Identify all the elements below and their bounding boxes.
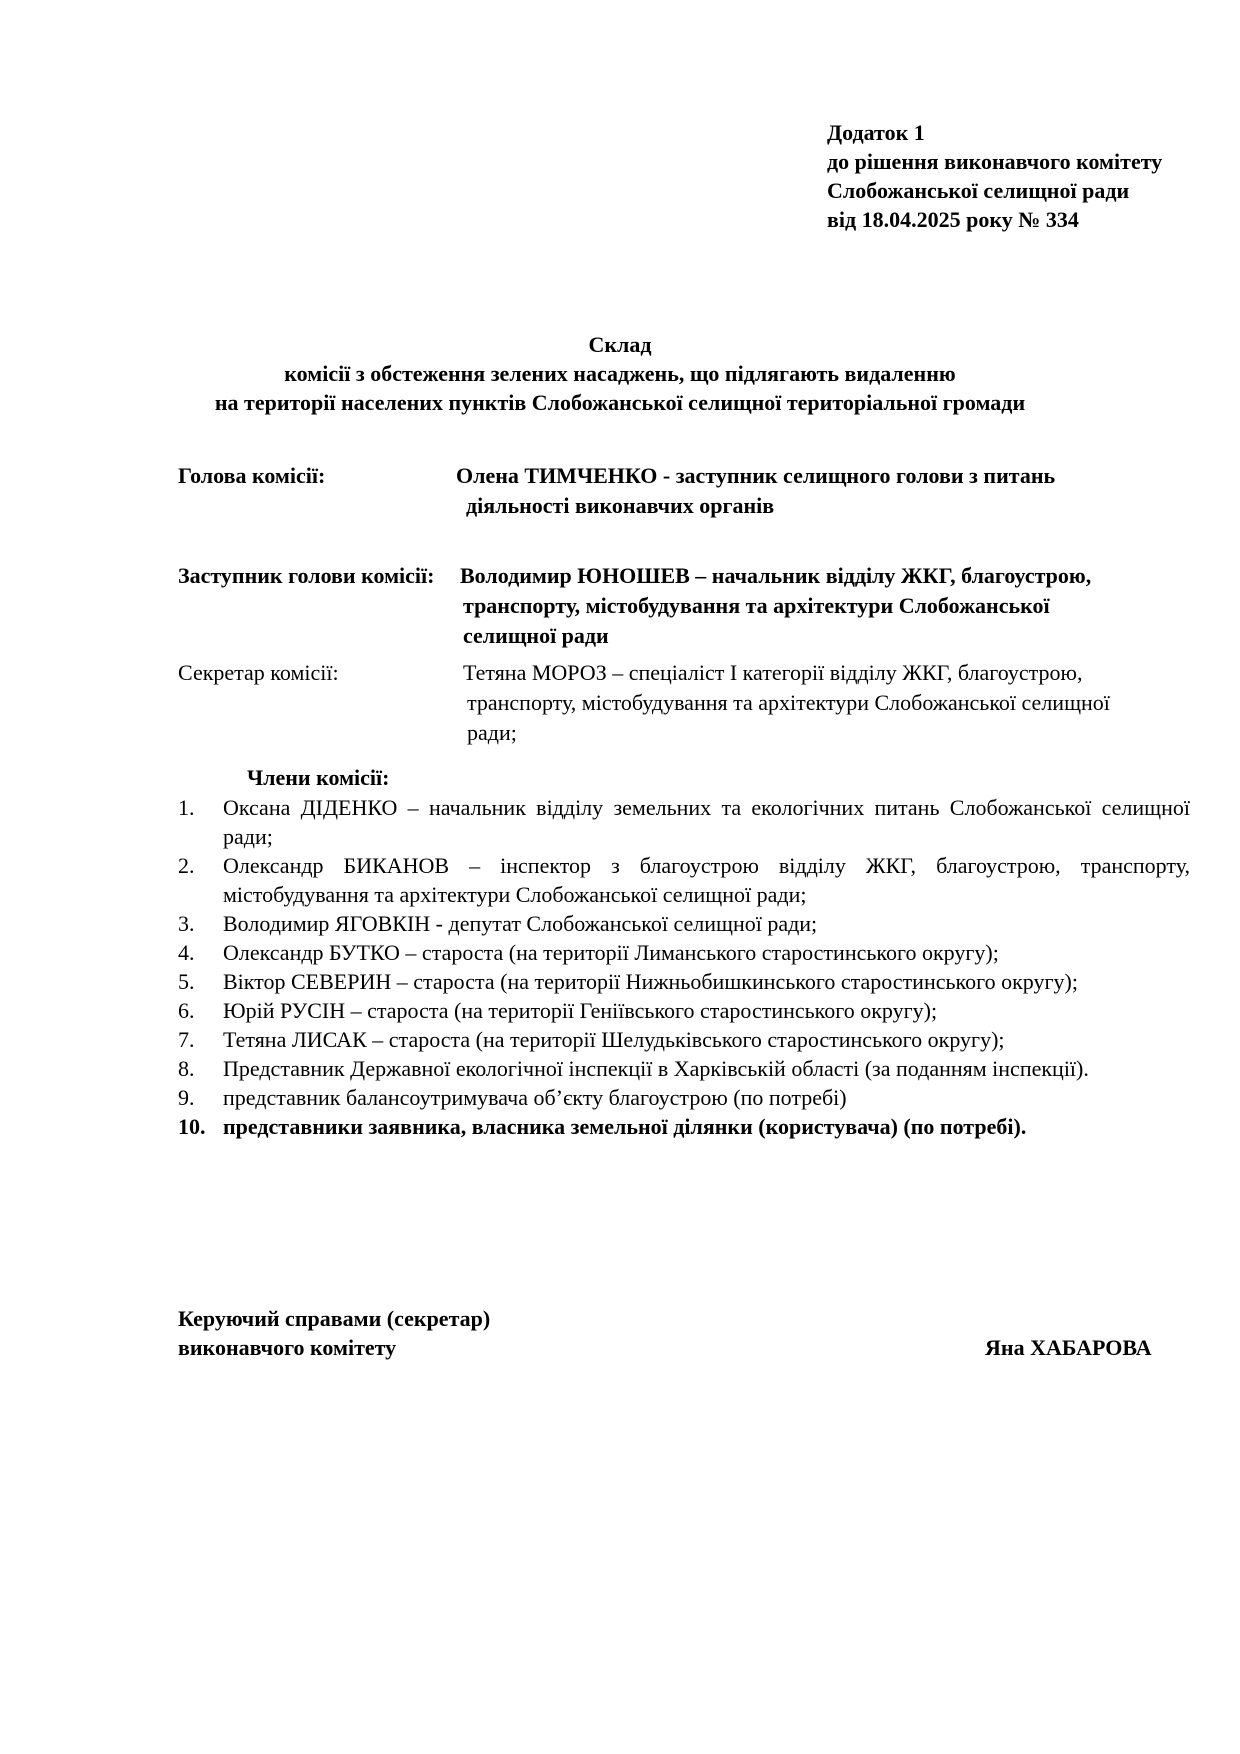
list-item-number: 6.: [178, 998, 195, 1023]
list-item-number: 2.: [178, 853, 195, 878]
list-item-number: 10.: [178, 1114, 206, 1139]
secretary-role-label: Секретар комісії:: [178, 660, 339, 685]
list-item-text: Володимир ЯГОВКІН - депутат Слобожанської селищної ради;: [223, 911, 818, 936]
list-item: [178, 793, 1190, 851]
list-item-number: 4.: [178, 940, 195, 965]
title-line-3: на території населених пунктів Слобожанської селищної територіальної громади: [214, 390, 1026, 415]
annex-council-name: Слобожанської селищної ради: [827, 178, 1130, 203]
secretary-desc-line-2: транспорту, містобудування та архітектури Слобожанської селищної: [467, 690, 1110, 715]
signer-title: [178, 1304, 490, 1362]
list-item: [178, 851, 1190, 909]
list-item: [178, 938, 1190, 967]
list-item-text: Олександр БИКАНОВ – інспектор з благоустрою відділу ЖКГ, благоустрою, транспорту, містобудування та архітектури Слобожанської селищної ради;: [223, 853, 1190, 907]
signer-title-line-1: Керуючий справами (секретар): [178, 1306, 491, 1331]
list-item-text: Оксана ДІДЕНКО – начальник відділу земельних та екологічних питань Слобожанської селищної ради;: [223, 795, 1190, 849]
head-desc-line-2: діяльності виконавчих органів: [466, 493, 775, 518]
annex-date-number: від 18.04.2025 року № 334: [827, 207, 1079, 232]
annex-block: [827, 118, 1227, 234]
list-item-text: Представник Державної екологічної інспекції в Харківській області (за поданням інспекції).: [223, 1056, 1089, 1081]
deputy-desc-line-1: Володимир ЮНОШЕВ – начальник відділу ЖКГ, благоустрою,: [460, 563, 1092, 588]
list-item: [178, 1083, 1190, 1112]
list-item-text: Тетяна ЛИСАК – староста (на території Шелудьківського старостинського округу);: [223, 1027, 1005, 1052]
signer-title-line-2: виконавчого комітету: [178, 1335, 397, 1360]
head-role-label: Голова комісії:: [178, 463, 326, 488]
list-item-number: 9.: [178, 1085, 195, 1110]
list-item: [178, 909, 1190, 938]
list-item-text: Олександр БУТКО – староста (на території Лиманського старостинського округу);: [223, 940, 999, 965]
list-item-number: 7.: [178, 1027, 195, 1052]
annex-number: Додаток 1: [827, 120, 925, 145]
head-desc-line-1: Олена ТИМЧЕНКО - заступник селищного голови з питань: [456, 463, 1056, 488]
members-list: [178, 793, 1190, 1141]
deputy-role-label: Заступник голови комісії:: [178, 563, 435, 588]
list-item: [178, 1054, 1190, 1083]
title-line-2: комісії з обстеження зелених насаджень, що підлягають видаленню: [284, 361, 956, 386]
deputy-desc-line-3: селищної ради: [463, 623, 609, 648]
list-item-number: 8.: [178, 1056, 195, 1081]
secretary-desc-line-1: Тетяна МОРОЗ – спеціаліст І категорії відділу ЖКГ, благоустрою,: [463, 660, 1083, 685]
list-item-text: представник балансоутримувача об’єкту благоустрою (по потребі): [223, 1085, 847, 1110]
list-item: [178, 996, 1190, 1025]
list-item-text: представники заявника, власника земельної ділянки (користувача) (по потребі).: [223, 1114, 1027, 1139]
list-item: [178, 1112, 1190, 1141]
list-item-number: 5.: [178, 969, 195, 994]
list-item-number: 1.: [178, 795, 195, 820]
deputy-desc-line-2: транспорту, містобудування та архітектури Слобожанської: [463, 593, 1050, 618]
members-heading: Члени комісії:: [247, 765, 390, 790]
list-item-text: Юрій РУСІН – староста (на території Геніївського старостинського округу);: [223, 998, 938, 1023]
signer-name: Яна ХАБАРОВА: [985, 1335, 1152, 1360]
document-title: [0, 330, 1240, 417]
annex-decision-ref: до рішення виконавчого комітету: [827, 149, 1163, 174]
secretary-desc-line-3: ради;: [467, 720, 517, 745]
list-item: [178, 1025, 1190, 1054]
list-item: [178, 967, 1190, 996]
title-line-1: Склад: [588, 332, 652, 357]
list-item-number: 3.: [178, 911, 195, 936]
list-item-text: Віктор СЕВЕРИН – староста (на території Нижньобишкинського старостинського округу);: [223, 969, 1078, 994]
